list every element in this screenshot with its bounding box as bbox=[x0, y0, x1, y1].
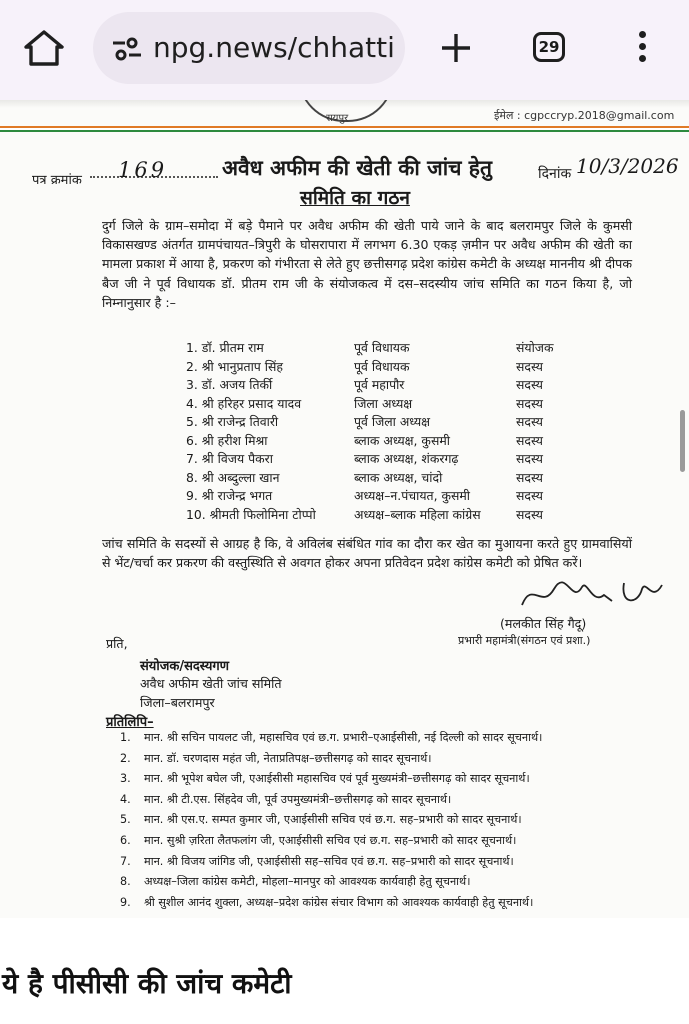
member-name: 9. श्री राजेन्द्र भगत bbox=[186, 488, 273, 503]
member-role: सदस्य bbox=[516, 432, 543, 448]
member-post: पूर्व महापौर bbox=[354, 377, 405, 392]
member-row bbox=[186, 339, 596, 358]
member-role: संयोजक bbox=[516, 340, 554, 355]
cc-row bbox=[120, 833, 660, 854]
cc-text: अध्यक्ष–जिला कांग्रेस कमेटी, मोहला–मानपुर को आवश्यक कार्यवाही हेतु सूचनार्थ। bbox=[144, 875, 471, 889]
tab-switcher-button[interactable] bbox=[533, 32, 565, 62]
cc-row bbox=[120, 792, 660, 813]
letter-number-label: पत्र क्रमांक bbox=[32, 173, 82, 188]
addressee-line-2: अवैध अफीम खेती जांच समिति bbox=[140, 676, 282, 691]
url-text[interactable]: npg.news/chhatti bbox=[153, 31, 395, 64]
member-row bbox=[186, 413, 596, 432]
member-name: 5. श्री राजेन्द्र तिवारी bbox=[186, 414, 279, 429]
member-post: ब्लाक अध्यक्ष, शंकरगढ़ bbox=[354, 451, 459, 466]
tab-count: 29 bbox=[538, 38, 560, 56]
signer-title: प्रभारी महामंत्री(संगठन एवं प्रशा.) bbox=[458, 634, 591, 647]
cc-number: 4. bbox=[120, 792, 131, 806]
member-row bbox=[186, 469, 596, 488]
member-post: अध्यक्ष–ब्लाक महिला कांग्रेस bbox=[354, 506, 481, 522]
member-post: जिला अध्यक्ष bbox=[354, 395, 413, 411]
letter-subheading: समिति का गठन bbox=[300, 187, 410, 209]
cc-text: मान. श्री सचिन पायलट जी, महासचिव एवं छ.ग. प्रभारी–एआईसीसी, नई दिल्ली को सादर सूचनार्थ। bbox=[144, 731, 543, 744]
letter-number: 169 bbox=[118, 158, 168, 182]
member-name: 8. श्री अब्दुल्ला खान bbox=[186, 469, 280, 485]
cc-text: मान. श्री एस.ए. सम्पत कुमार जी, एआईसीसी सचिव एवं छ.ग. सह–प्रभारी को सादर सूचनार्थ। bbox=[144, 813, 522, 827]
cc-text: मान. श्री भूपेश बघेल जी, एआईसीसी महासचिव एवं पूर्व मुख्यमंत्री–छत्तीसगढ़ को सादर सूचनार्थ। bbox=[144, 772, 530, 786]
cc-text: श्री सुशील आनंद शुक्ला, अध्यक्ष–प्रदेश कांग्रेस संचार विभाग को आवश्यक कार्यवाही हेतु सूचनार्थ। bbox=[144, 895, 534, 909]
address-bar[interactable] bbox=[93, 12, 405, 84]
member-list bbox=[186, 339, 596, 524]
member-name: 4. श्री हरिहर प्रसाद यादव bbox=[186, 395, 302, 411]
cc-row bbox=[120, 751, 660, 772]
cc-number: 5. bbox=[120, 813, 131, 827]
cc-number: 9. bbox=[120, 895, 131, 909]
cc-row bbox=[120, 771, 660, 792]
member-row bbox=[186, 358, 596, 377]
tune-icon[interactable] bbox=[111, 36, 143, 62]
cc-number: 7. bbox=[120, 854, 131, 868]
member-name: 1. डॉ. प्रीतम राम bbox=[186, 340, 264, 355]
member-role: सदस्य bbox=[516, 377, 543, 392]
cc-number: 8. bbox=[120, 875, 131, 889]
letterhead-email: ईमेल : cgpccryp.2018@gmail.com bbox=[494, 109, 675, 122]
member-post: ब्लाक अध्यक्ष, चांदो bbox=[354, 469, 443, 485]
member-row bbox=[186, 487, 596, 506]
cc-row bbox=[120, 874, 660, 895]
tricolor-stripe bbox=[0, 126, 689, 132]
member-post: अध्यक्ष–न.पंचायत, कुसमी bbox=[354, 488, 470, 503]
member-name: 7. श्री विजय पैकरा bbox=[186, 451, 273, 466]
addressee-line-1: संयोजक/सदस्यगण bbox=[140, 659, 230, 674]
cc-row bbox=[120, 812, 660, 833]
member-name: 6. श्री हरीश मिश्रा bbox=[186, 432, 268, 448]
member-post: ब्लाक अध्यक्ष, कुसमी bbox=[354, 432, 450, 448]
home-icon bbox=[22, 28, 66, 68]
member-post: पूर्व विधायक bbox=[354, 340, 410, 355]
paragraph-intro: दुर्ग जिले के ग्राम–समोदा में बड़े पैमाने पर अवैध अफीम की खेती पाये जाने के बाद बलरामपुर जिले के कुमसी विकासखण्ड अंतर्गत ग्रामपंचायत–त्रिपुरी के घोसरापारा में लगभग 6.30 एकड़ ज़मीन पर अवैध अफीम की खेती का मामला प्रकाश में आया है, प्रकरण को गंभीरता से लेते हुए छत्तीसगढ़ प्रदेश कांग्रेस कमेटी के अध्यक्ष माननीय श्री दीपक बैज जी ने पूर्व विधायक डॉ. प्रीतम राम जी के संयोजकत्व में दस–सदस्यीय जांच समिति का गठन किया है, जो निम्नानुसार है :– bbox=[102, 218, 632, 310]
cc-number: 2. bbox=[120, 751, 131, 765]
member-row bbox=[186, 450, 596, 469]
member-post: पूर्व विधायक bbox=[354, 358, 410, 374]
signature bbox=[512, 575, 672, 615]
member-row bbox=[186, 432, 596, 451]
paragraph-request: जांच समिति के सदस्यों से आग्रह है कि, वे अविलंब संबंधित गांव का दौरा कर खेत का मुआयना करते हुए ग्रामवासियों से भेंट/चर्चा कर प्रकरण की वस्तुस्थिति से अवगत होकर अपना प्रतिवेदन प्रदेश कांग्रेस कमेटी को प्रेषित करें। bbox=[102, 536, 632, 571]
signer-name: (मलकीत सिंह गैदू) bbox=[500, 616, 587, 631]
member-name: 10. श्रीमती फिलोमिना टोप्पो bbox=[186, 506, 316, 522]
letter-image bbox=[0, 100, 689, 918]
cc-number: 1. bbox=[120, 731, 131, 744]
logo-text: रायपुर bbox=[326, 113, 349, 124]
addressee-line-3: जिला–बलरामपुर bbox=[140, 695, 215, 710]
member-role: सदस्य bbox=[516, 451, 543, 466]
member-role: सदस्य bbox=[516, 469, 543, 485]
cc-number: 6. bbox=[120, 833, 131, 847]
cc-number: 3. bbox=[120, 772, 131, 786]
more-vert-icon[interactable] bbox=[632, 28, 652, 68]
member-role: सदस्य bbox=[516, 358, 543, 374]
cc-text: मान. डॉ. चरणदास महंत जी, नेताप्रतिपक्ष–छत्तीसगढ़ को सादर सूचनार्थ। bbox=[144, 751, 432, 765]
member-role: सदस्य bbox=[516, 506, 543, 522]
member-role: सदस्य bbox=[516, 414, 543, 429]
letter-heading: अवैध अफीम की खेती की जांच हेतु bbox=[222, 156, 492, 180]
date-label: दिनांक bbox=[538, 166, 572, 182]
cc-text: मान. सुश्री ज़रिता लैतफलांग जी, एआईसीसी सचिव एवं छ.ग. सह–प्रभारी को सादर सूचनार्थ। bbox=[144, 833, 517, 847]
cc-row bbox=[120, 895, 660, 916]
cc-text: मान. श्री विजय जांगिड जी, एआईसीसी सह–सचिव एवं छ.ग. सह–प्रभारी को सादर सूचनार्थ। bbox=[144, 854, 514, 868]
member-role: सदस्य bbox=[516, 395, 543, 411]
browser-toolbar bbox=[0, 0, 689, 100]
member-role: सदस्य bbox=[516, 488, 543, 503]
member-row bbox=[186, 506, 596, 525]
image-caption: ये है पीसीसी की जांच कमेटी bbox=[2, 967, 292, 1000]
to-label: प्रति, bbox=[106, 636, 128, 651]
member-post: पूर्व जिला अध्यक्ष bbox=[354, 414, 431, 429]
member-name: 2. श्री भानुप्रताप सिंह bbox=[186, 358, 283, 374]
member-name: 3. डॉ. अजय तिर्की bbox=[186, 377, 273, 392]
new-tab-button[interactable] bbox=[434, 26, 478, 70]
cc-text: मान. श्री टी.एस. सिंहदेव जी, पूर्व उपमुख्यमंत्री–छत्तीसगढ़ को सादर सूचनार्थ। bbox=[144, 792, 452, 806]
date-value: 10/3/2026 bbox=[576, 154, 679, 178]
plus-icon bbox=[434, 26, 478, 70]
cc-list bbox=[120, 730, 660, 915]
cc-label: प्रतिलिपि– bbox=[106, 715, 154, 730]
cc-row bbox=[120, 730, 660, 751]
home-button[interactable] bbox=[22, 28, 66, 68]
member-row bbox=[186, 395, 596, 414]
member-row bbox=[186, 376, 596, 395]
cc-row bbox=[120, 854, 660, 875]
scrollbar-thumb[interactable] bbox=[680, 410, 685, 472]
